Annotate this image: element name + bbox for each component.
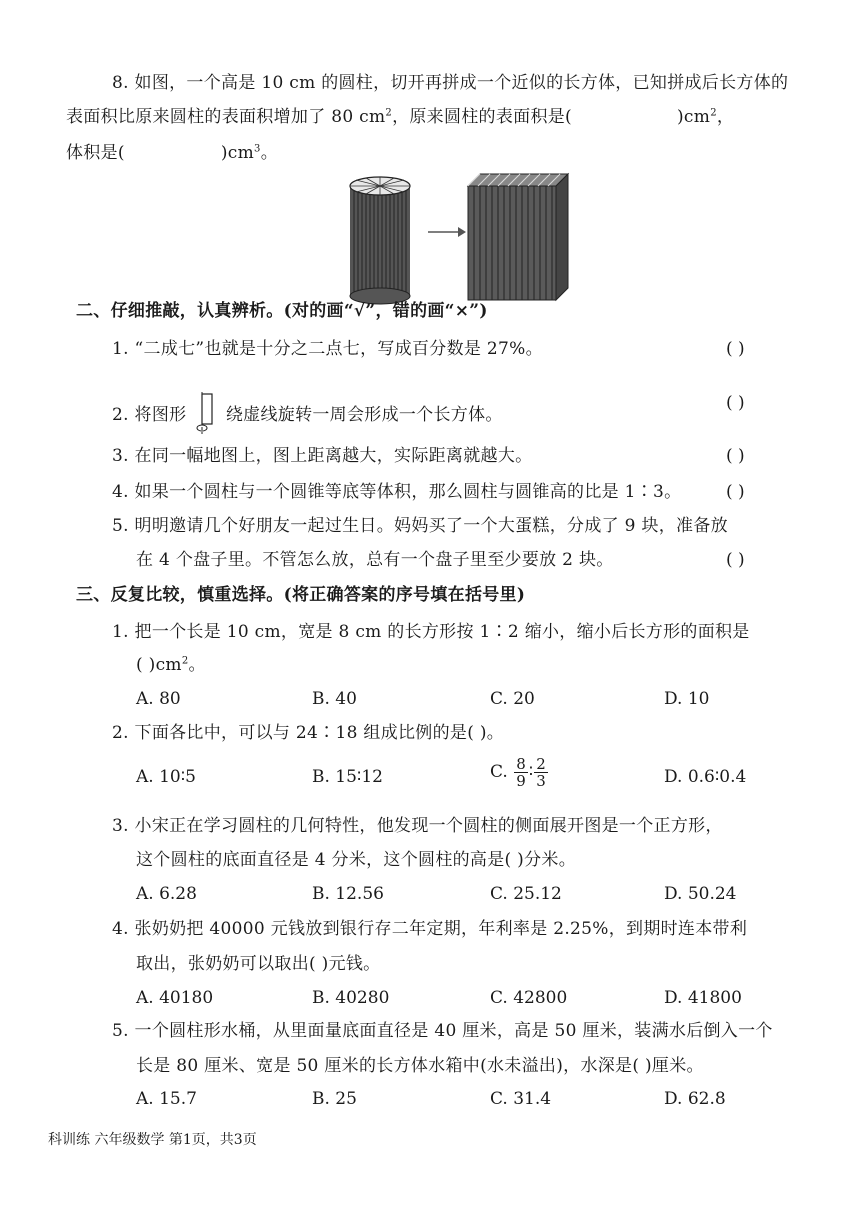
s3-q5-option-b[interactable]: B. 25 (312, 1089, 357, 1109)
q8-line3-text-a: 体积是( (66, 143, 125, 163)
page-footer: 科训练 六年级数学 第1页，共3页 (48, 1132, 257, 1148)
s3-q2-option-c-label: C. (490, 762, 508, 782)
s3-q2-option-b[interactable]: B. 15∶12 (312, 767, 383, 787)
s3-q1-option-b[interactable]: B. 40 (312, 689, 357, 709)
s3-q1-option-d[interactable]: D. 10 (664, 689, 710, 709)
s3-q5-option-a[interactable]: A. 15.7 (136, 1089, 197, 1109)
cylinder-figure (350, 177, 410, 304)
frac1-denominator: 9 (516, 772, 526, 790)
s2-item4-answer[interactable]: ( ) (726, 482, 745, 502)
s3-q1-sup: 2 (181, 655, 189, 667)
s3-q1-option-c[interactable]: C. 20 (490, 689, 535, 709)
s2-item2-text-a: 2. 将图形 (112, 405, 187, 425)
section3-title: 三、反复比较，慎重选择。(将正确答案的序号填在括号里) (76, 585, 526, 605)
s3-q3-option-d[interactable]: D. 50.24 (664, 884, 737, 904)
s3-q3-option-b[interactable]: B. 12.56 (312, 884, 384, 904)
s2-item2-answer[interactable]: ( ) (726, 393, 745, 413)
s3-q3-line2: 这个圆柱的底面直径是 4 分米，这个圆柱的高是( )分米。 (136, 850, 576, 870)
s3-q4-option-a[interactable]: A. 40180 (136, 988, 214, 1008)
frac1-numerator: 8 (516, 755, 526, 773)
s2-item4: 4. 如果一个圆柱与一个圆锥等底等体积，那么圆柱与圆锥高的比是 1∶3。 (112, 482, 682, 502)
s3-q2-option-d[interactable]: D. 0.6∶0.4 (664, 767, 747, 787)
q8-line2-text-d: ， (716, 107, 735, 127)
s3-q1-answer-blank[interactable]: ( )cm (136, 655, 182, 675)
s3-q5-line1: 5. 一个圆柱形水桶，从里面量底面直径是 40 厘米，高是 50 厘米，装满水后倒入一个 (112, 1021, 773, 1041)
s3-q2-option-c[interactable] (490, 756, 549, 789)
q8-sup: 2 (385, 107, 393, 119)
q8-sup2: 2 (710, 107, 717, 119)
s3-q4-option-b[interactable]: B. 40280 (312, 988, 390, 1008)
s2-item5-line2: 在 4 个盘子里。不管怎么放，总有一个盘子里至少要放 2 块。 (136, 550, 614, 570)
q8-line1: 8. 如图，一个高是 10 cm 的圆柱，切开再拼成一个近似的长方体，已知拼成后长方体的 (112, 73, 789, 93)
rectangle-rotation-icon (196, 392, 216, 434)
frac-ratio-sep: ∶ (528, 762, 534, 782)
s2-item5-line1: 5. 明明邀请几个好朋友一起过生日。妈妈买了一个大蛋糕，分成了 9 块，准备放 (112, 516, 728, 536)
s3-q3-line1: 3. 小宋正在学习圆柱的几何特性，他发现一个圆柱的侧面展开图是一个正方形， (112, 816, 723, 836)
s3-q2-option-a[interactable]: A. 10∶5 (136, 767, 196, 787)
s3-q2-frac-1 (514, 756, 528, 789)
s3-q5-option-d[interactable]: D. 62.8 (664, 1089, 726, 1109)
s2-item1-answer[interactable]: ( ) (726, 339, 745, 359)
s3-q2-line1: 2. 下面各比中，可以与 24∶18 组成比例的是( )。 (112, 723, 505, 743)
s2-item3: 3. 在同一幅地图上，图上距离越大，实际距离就越大。 (112, 446, 533, 466)
cuboid-figure (468, 174, 568, 300)
s3-q4-line2: 取出，张奶奶可以取出( )元钱。 (136, 954, 381, 974)
q8-line2-text-c: )cm (677, 107, 711, 127)
s3-q5-option-c[interactable]: C. 31.4 (490, 1089, 552, 1109)
s3-q3-option-c[interactable]: C. 25.12 (490, 884, 562, 904)
s2-item2-text-b: 绕虚线旋转一周会形成一个长方体。 (225, 405, 503, 425)
frac2-denominator: 3 (536, 772, 546, 790)
s2-item5-answer[interactable]: ( ) (726, 550, 745, 570)
q8-line2-text-b: ，原来圆柱的表面积是( (392, 107, 572, 127)
q8-line3-text-b: )cm (220, 143, 255, 163)
s3-q1-period: 。 (188, 655, 206, 675)
s3-q2-frac-2 (534, 756, 548, 789)
s2-item3-answer[interactable]: ( ) (726, 446, 745, 466)
s2-item2 (112, 392, 503, 434)
arrow-right-icon (428, 227, 466, 237)
s3-q1-line1: 1. 把一个长是 10 cm，宽是 8 cm 的长方形按 1∶2 缩小，缩小后长方形的面积是 (112, 622, 750, 642)
section2-title: 二、仔细推敲，认真辨析。(对的画“√”，错的画“×”) (76, 301, 488, 321)
q8-line3 (66, 142, 278, 164)
s3-q4-option-d[interactable]: D. 41800 (664, 988, 742, 1008)
cylinder-to-cuboid-figure (340, 170, 580, 312)
s3-q5-line2: 长是 80 厘米、宽是 50 厘米的长方体水箱中(水未溢出)，水深是( )厘米。 (136, 1056, 704, 1076)
s3-q1-option-a[interactable]: A. 80 (136, 689, 181, 709)
s2-item1: 1. “二成七”也就是十分之二点七，写成百分数是 27%。 (112, 339, 543, 359)
q8-line2-text-a: 表面积比原来圆柱的表面积增加了 80 cm (66, 107, 386, 127)
frac2-numerator: 2 (536, 755, 546, 773)
s3-q3-option-a[interactable]: A. 6.28 (136, 884, 197, 904)
q8-sup3: 3 (254, 143, 261, 155)
s3-q4-option-c[interactable]: C. 42800 (490, 988, 568, 1008)
s3-q4-line1: 4. 张奶奶把 40000 元钱放到银行存二年定期，年利率是 2.25%，到期时连本带利 (112, 919, 748, 939)
q8-line3-text-c: 。 (260, 143, 279, 163)
q8-line2 (66, 106, 734, 128)
s3-q1-line2 (136, 654, 206, 676)
